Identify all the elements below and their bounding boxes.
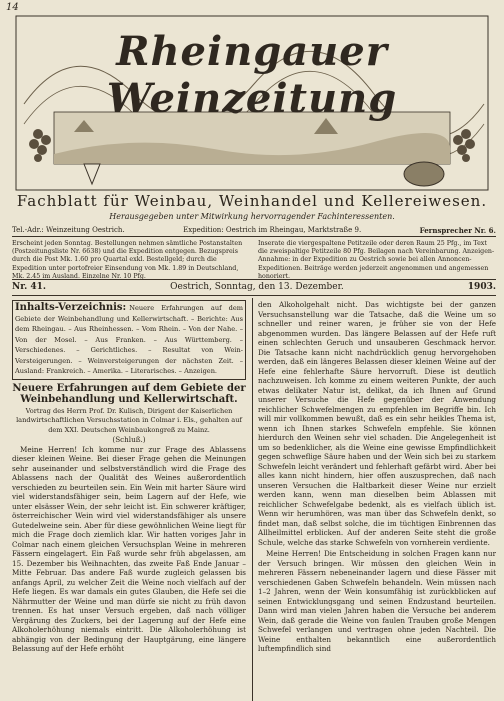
dateline (12, 282, 496, 292)
article-body-right-2: Meine Herren! Die Entscheidung in solchen Fragen kann nur der Versuch bringen. Wir müssen den gleichen Wein in mehreren Fässern nebeneinander lagern und diese Fässer mit verschiedenen Gaben Schwefeln behandeln. Wein müssen nach 1–2 Jahren, wenn der Wein konsumfähig ist zurückblicken auf seinen Entwicklungsgang und seinen Endzustand beurteilen. Dann wird man vielen Jahren haben die Versuche bei anderem Wein, daß gerade die Weine von faulen Trauben große Mengen Schwefel verlangen und vertragen ohne jeden Nachteil. Die Weine enthalten bekanntlich eine außerordentlich luftempfindlich sind (258, 549, 496, 653)
advertising-info: Inserate die viergespaltene Petitzeile oder deren Raum 25 Pfg., im Text die zweispaltige Petitzeile 80 Pfg. Beilagen nach Vereinbarung. Anzeigen-Annahme: in der Expedition zu Oestrich sowie bei allen Annoncen-Expeditionen. Beiträge werden jederzeit angenommen und angemessen honoriert. (258, 240, 495, 280)
column-divider (252, 298, 253, 701)
info-row (12, 226, 496, 235)
place-date: Oestrich, Sonntag, den 13. Dezember. (170, 282, 344, 292)
masthead-subtitle: Fachblatt für Weinbau, Weinhandel und Kellereiwesen. (16, 192, 488, 210)
expedition-address: Expedition: Oestrich im Rheingau, Marktstraße 9. (183, 226, 362, 234)
telephone-number: Fernsprecher Nr. 6. (419, 226, 496, 235)
article-body-left: Meine Herren! Ich komme nur zur Frage des Ablassens dieser kleinen Weine. Bei dieser Frage gehen die Meinungen sehr auseinander und selbstverständlich wird die Frage des Ablassens nach der Qualität des Weines außerordentlich verschieden zu beurteilen sein. Ein Wein mit harter Säure wird viel widerstandsfähiger sein, beim Lagern auf der Hefe, wie unter elsässer Wein, der sehr leicht ist. Ein schwerer kräftiger, österreichischer Wein wird viel widerstandsfähiger als unsere Gutedelweine sein. Aber für diese gewöhnlichen Weine liegt für mich die Frage doch ziemlich klar. Wir hatten voriges Jahr in Colmar nach einem gleichen Versuchsplan Weine in mehreren Fässern eingelagert. Ein Faß wurde sehr früh abgelassen, am 15. Dezember bis Weihnachten, das zweite Faß Ende Januar – Mitte Februar. Das andere Faß wurde zugleich gelassen bis anfangs April, zu welcher Zeit die Weine noch vielfach auf der Hefe liegen. Es war damals ein gutes Glauben, die Hefe sei die Nährmutter der Weine und man dürfe sie nicht zu früh davon trennen. Es hat unser Versuch ergeben, daß nach völliger Vergärung des Zuckers, bei der Lagerung auf der Hefe eine Alkoholerhöhung niemals eintritt. Die Alkoholerhöhung ist abhängig von der Bedingung der Hauptgärung, eine längere Belassung auf der Hefe erhöht (12, 444, 246, 653)
table-of-contents (12, 300, 246, 380)
rule-date-bottom (12, 295, 496, 296)
rule-top (12, 236, 496, 237)
left-column (12, 300, 246, 700)
article-conclusion-note: (Schluß.) (112, 435, 146, 444)
subscription-info: Erscheint jeden Sonntag. Bestellungen nehmen sämtliche Postanstalten (Postzeitungsliste Nr. 6638) und die Expedition entgegen. Bezugspreis durch die Post Mk. 1.60 pro Quartal exkl. Bestellgeld; durch die Expedition unter portofreier Einsendung von Mk. 1.89 in Deutschland, Mk. 2.45 im Ausland. Einzelne Nr. 10 Pfg. (12, 240, 243, 280)
article-intro: Vortrag des Herrn Prof. Dr. Kulisch, Dirigent der Kaiserlichen landwirtschaftlichen Versuchsstation in Colmar i. Els., gehalten auf dem XXI. Deutschen Weinbaukongreß zu Mainz. (16, 406, 242, 434)
toc-label: Inhalts-Verzeichnis: (15, 302, 127, 313)
issue-year: 1903. (467, 282, 496, 292)
toc-text: Neuere Erfahrungen auf dem Gebiete der Weinbehandlung und Kellerwirtschaft. – Berichte: Aus dem Rheingau. – Aus Rheinhessen. – Vom Rhein. – Von der Nahe. – Von der Mosel. – Aus Franken. – Aus Württemberg. – Verschiedenes. – Gerichtliches. – Resultat von Wein-Versteigerungen. – Weinversteigerungen der nächsten Zeit. – Ausland: Frankreich. – Amerika. – Literarisches. – Anzeigen. (15, 304, 243, 375)
article-body-right: den Alkoholgehalt nicht. Das wichtigste bei der ganzen Versuchsanstellung war die Tatsache, daß die Weine um so schneller und reiner waren, je früher sie von der Hefe abgenommen wurden. Das längere Belassen auf der Hefe ruft einen schlechten Geruch und unsauberen Geschmack hervor. Die Tatsache kann nicht nachdrücklich genug hervorgehoben werden, daß ein längeres Belassen dieser kleinen Weine auf der Hefe eine fehlerhafte Säure hervorruft. Diese ist deutlich nachzuweisen. Ich komme zu einem weiteren Punkte, der auch etwas delikater Natur ist, delikat, da ich Ihnen auf Grund unserer Versuche die Hefe gegenüber der Anwendung reichlicher Schwefelmengen zu empfehlen im Begriffe bin. Ich will mir vollkommen bewußt, daß es ein sehr heikles Thema ist, wenn ich Ihnen starkes Schwefeln empfehle. Sie können hierdurch den Weinen sehr viel schaden. Die Angelegenheit ist um so bedenklicher, als die Weine eine gewisse Empfindlichkeit gegen schweflige Säure haben und der Wein sich bei zu starkem Schwefeln leicht verändert und fehlerhaft gefärbt wird. Aber bei alles kann nicht hindern, hier offen auszusprechen, daß nach unseren Versuchen die Haltbarkeit dieser Weine nur erzielt werden kann, wenn man dieselben beim Ablassen mit reichlicher Schwefelgabe bedenkt, als es vielfach üblich ist. Wenn wir herumhören, was man über das Schwefeln denkt, so findet man, daß selbst solche, die im tüchtigen Einbrennen das Allheilmittel erblicken. Auf der anderen Seite steht die große Schule, welche das starke Schwefeln von vornherein verdiente. (258, 300, 496, 547)
telegraph-address: Tel.-Adr.: Weinzeitung Oestrich. (12, 226, 125, 234)
article-heading: Neuere Erfahrungen auf dem Gebiete der Weinbehandlung und Kellerwirtschaft. (12, 382, 246, 405)
masthead-byline: Herausgegeben unter Mitwirkung hervorragender Fachinteressenten. (109, 212, 395, 221)
issue-number: Nr. 41. (12, 282, 47, 292)
rule-date-top (12, 279, 496, 280)
right-column (258, 300, 496, 700)
masthead (14, 14, 490, 194)
page-number: 14 (6, 2, 19, 13)
masthead-title: Rheingauer Weinzeitung (106, 28, 398, 122)
